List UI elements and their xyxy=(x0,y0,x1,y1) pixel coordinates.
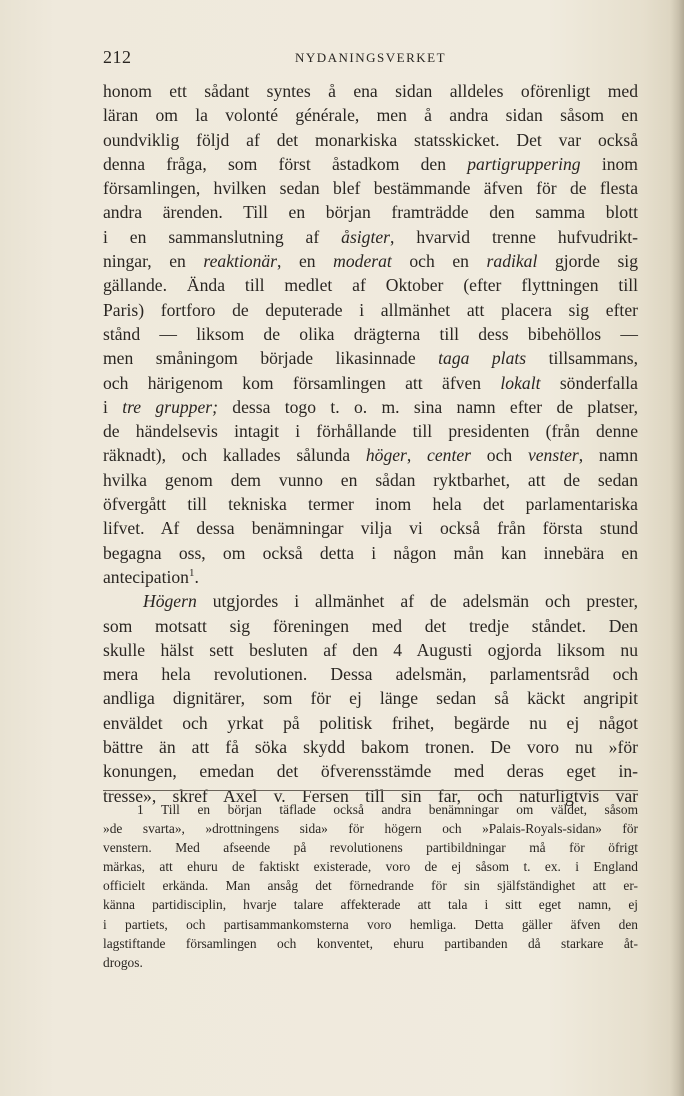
text-run: öfvergått till tekniska termer inom hela det parlamentariska xyxy=(103,494,638,515)
text-run: . xyxy=(194,566,199,587)
emphasis: radikal xyxy=(486,251,538,272)
text-run: sönderfalla xyxy=(540,372,638,393)
text-run: skulle hälst sett besluten af den 4 Augusti ogjorda liksom nu xyxy=(103,639,638,660)
body-text xyxy=(103,79,638,808)
text-line xyxy=(103,176,638,200)
footnote-line: märkas, att ehuru de faktiskt existerade, voro de ej såsom t. ex. i England xyxy=(103,859,638,875)
text-run: , xyxy=(406,445,428,466)
text-line xyxy=(103,371,638,395)
text-run: Paris) fortforo de deputerade i allmänhet att placera sig efter xyxy=(103,299,638,320)
text-line xyxy=(103,79,638,103)
text-run: i en sammanslutning af xyxy=(103,226,342,247)
text-line xyxy=(103,443,638,467)
text-run: församlingen, hvilken sedan blef bestämmande äfven för de flesta xyxy=(103,178,638,199)
text-run: andra ärenden. Till en början framträdde den samma blott xyxy=(103,202,638,223)
text-run: utgjordes i allmänhet af de adelsmän och prester, xyxy=(196,591,638,612)
text-line xyxy=(103,516,638,540)
text-run: och xyxy=(471,445,528,466)
page-number: 212 xyxy=(103,47,132,67)
text-run: hvilka genom dem vunno en sådan ryktbarhet, att de sedan xyxy=(103,469,638,490)
text-run: och en xyxy=(391,251,487,272)
text-run: konungen, emedan det öfverensstämde med deras eget in- xyxy=(103,761,638,782)
text-line xyxy=(103,759,638,783)
text-run: mera hela revolutionen. Dessa adelsmän, parlamentsråd och xyxy=(103,664,638,685)
text-run: inom xyxy=(580,153,638,174)
emphasis: tre grupper; xyxy=(122,396,218,417)
footnote-line: officielt erkända. Man ansåg det förnedrande för sin själfständighet att er- xyxy=(103,878,638,894)
emphasis: venster xyxy=(527,445,579,466)
footnotes xyxy=(103,800,638,972)
text-run: antecipation xyxy=(103,566,189,587)
text-line xyxy=(103,541,638,565)
text-run: , hvarvid trenne hufvudrikt- xyxy=(390,226,638,247)
footnote-line: 1 Till en början täflade också andra benämningar om väldet, såsom xyxy=(137,802,638,817)
emphasis: lokalt xyxy=(500,372,541,393)
text-run: andliga dignitärer, som för ej länge sedan så käckt angripit xyxy=(103,688,638,709)
text-line xyxy=(103,565,638,589)
text-run: i xyxy=(103,396,123,417)
text-line xyxy=(103,589,638,613)
text-run: , en xyxy=(277,251,334,272)
text-run: ningar, en xyxy=(103,251,204,272)
emphasis: moderat xyxy=(333,251,392,272)
emphasis: center xyxy=(427,445,472,466)
footnote-line: känna partidisciplin, hvarje talare affekterade att tala i sitt eget namn, ej xyxy=(103,897,638,913)
text-line xyxy=(103,200,638,224)
text-line xyxy=(103,735,638,759)
text-run: gjorde sig xyxy=(537,251,638,272)
footnote-line: lagstiftande församlingen och konventet, ehuru partibanden då starkare åt- xyxy=(103,935,638,951)
text-line xyxy=(103,638,638,662)
text-run: lifvet. Af dessa benämningar vilja vi också från första stund xyxy=(103,518,638,539)
emphasis: Högern xyxy=(143,591,197,612)
footnote-rule xyxy=(103,790,638,791)
running-head: NYDANINGSVERKET xyxy=(294,50,447,65)
text-line xyxy=(103,492,638,516)
text-line xyxy=(103,273,638,297)
emphasis: åsigter xyxy=(341,226,391,247)
page-header xyxy=(103,47,638,69)
text-run: som motsatt sig föreningen med det tredje ståndet. Den xyxy=(103,615,638,636)
text-run: , namn xyxy=(578,445,638,466)
footnote-line: drogos. xyxy=(103,954,143,970)
text-line xyxy=(103,103,638,127)
text-line xyxy=(103,346,638,370)
text-run: tillsammans, xyxy=(526,348,639,369)
text-run: de händelsevis intagit i förhållande till presidenten (från denne xyxy=(103,421,638,442)
text-line xyxy=(103,711,638,735)
text-run: gällande. Ända till medlet af Oktober (efter flyttningen till xyxy=(103,275,638,296)
footnote-reference: 1 xyxy=(188,567,195,580)
emphasis: taga plats xyxy=(438,348,527,369)
emphasis: reaktionär xyxy=(203,251,278,272)
text-line xyxy=(103,322,638,346)
text-line xyxy=(103,249,638,273)
footnote-line: »de svarta», »drottningens sida» för högern och »Palais-Royals-sidan» för xyxy=(103,821,638,837)
text-line xyxy=(103,225,638,249)
text-line xyxy=(103,395,638,419)
text-run: och härigenom kom församlingen att äfven xyxy=(103,372,501,393)
page-edge-shadow xyxy=(670,0,684,1096)
text-line xyxy=(103,419,638,443)
text-run: oundviklig följd af det monarkiska statsskicket. Det var också xyxy=(103,129,638,150)
text-line xyxy=(103,686,638,710)
text-run: stånd — liksom de olika drägterna till dess bibehöllos — xyxy=(103,323,638,344)
text-line xyxy=(103,614,638,638)
text-line xyxy=(103,662,638,686)
text-run: begagna oss, om också detta i någon mån kan innebära en xyxy=(103,542,638,563)
footnote-line: i partiets, och partisammankomsterna voro hemliga. Detta gäller äfven den xyxy=(103,916,638,932)
emphasis: höger xyxy=(365,445,407,466)
text-run: men småningom började likasinnade xyxy=(103,348,439,369)
text-line xyxy=(103,152,638,176)
text-line xyxy=(103,298,638,322)
text-run: enväldet och yrkat på politisk frihet, begärde nu ej något xyxy=(103,712,638,733)
text-line xyxy=(103,128,638,152)
text-run: bättre än att få söka skydd bakom tronen. De voro nu »för xyxy=(103,737,638,758)
text-run: denna fråga, som först åstadkom den xyxy=(103,153,468,174)
text-line xyxy=(103,468,638,492)
text-run: tresse», skref Axel v. Fersen till sin far, och naturligtvis var xyxy=(103,785,638,806)
emphasis: partigruppering xyxy=(467,153,581,174)
text-run: läran om la volonté générale, men å andra sidan såsom en xyxy=(103,105,638,126)
footnote-line: venstern. Med afseende på revolutionens partibildningar må för öfrigt xyxy=(103,840,638,856)
text-run: honom ett sådant syntes å ena sidan alldeles oförenligt med xyxy=(103,81,638,101)
text-run: dessa togo t. o. m. sina namn efter de platser, xyxy=(217,396,638,417)
text-run: räknadt), och kallades sålunda xyxy=(103,445,366,466)
